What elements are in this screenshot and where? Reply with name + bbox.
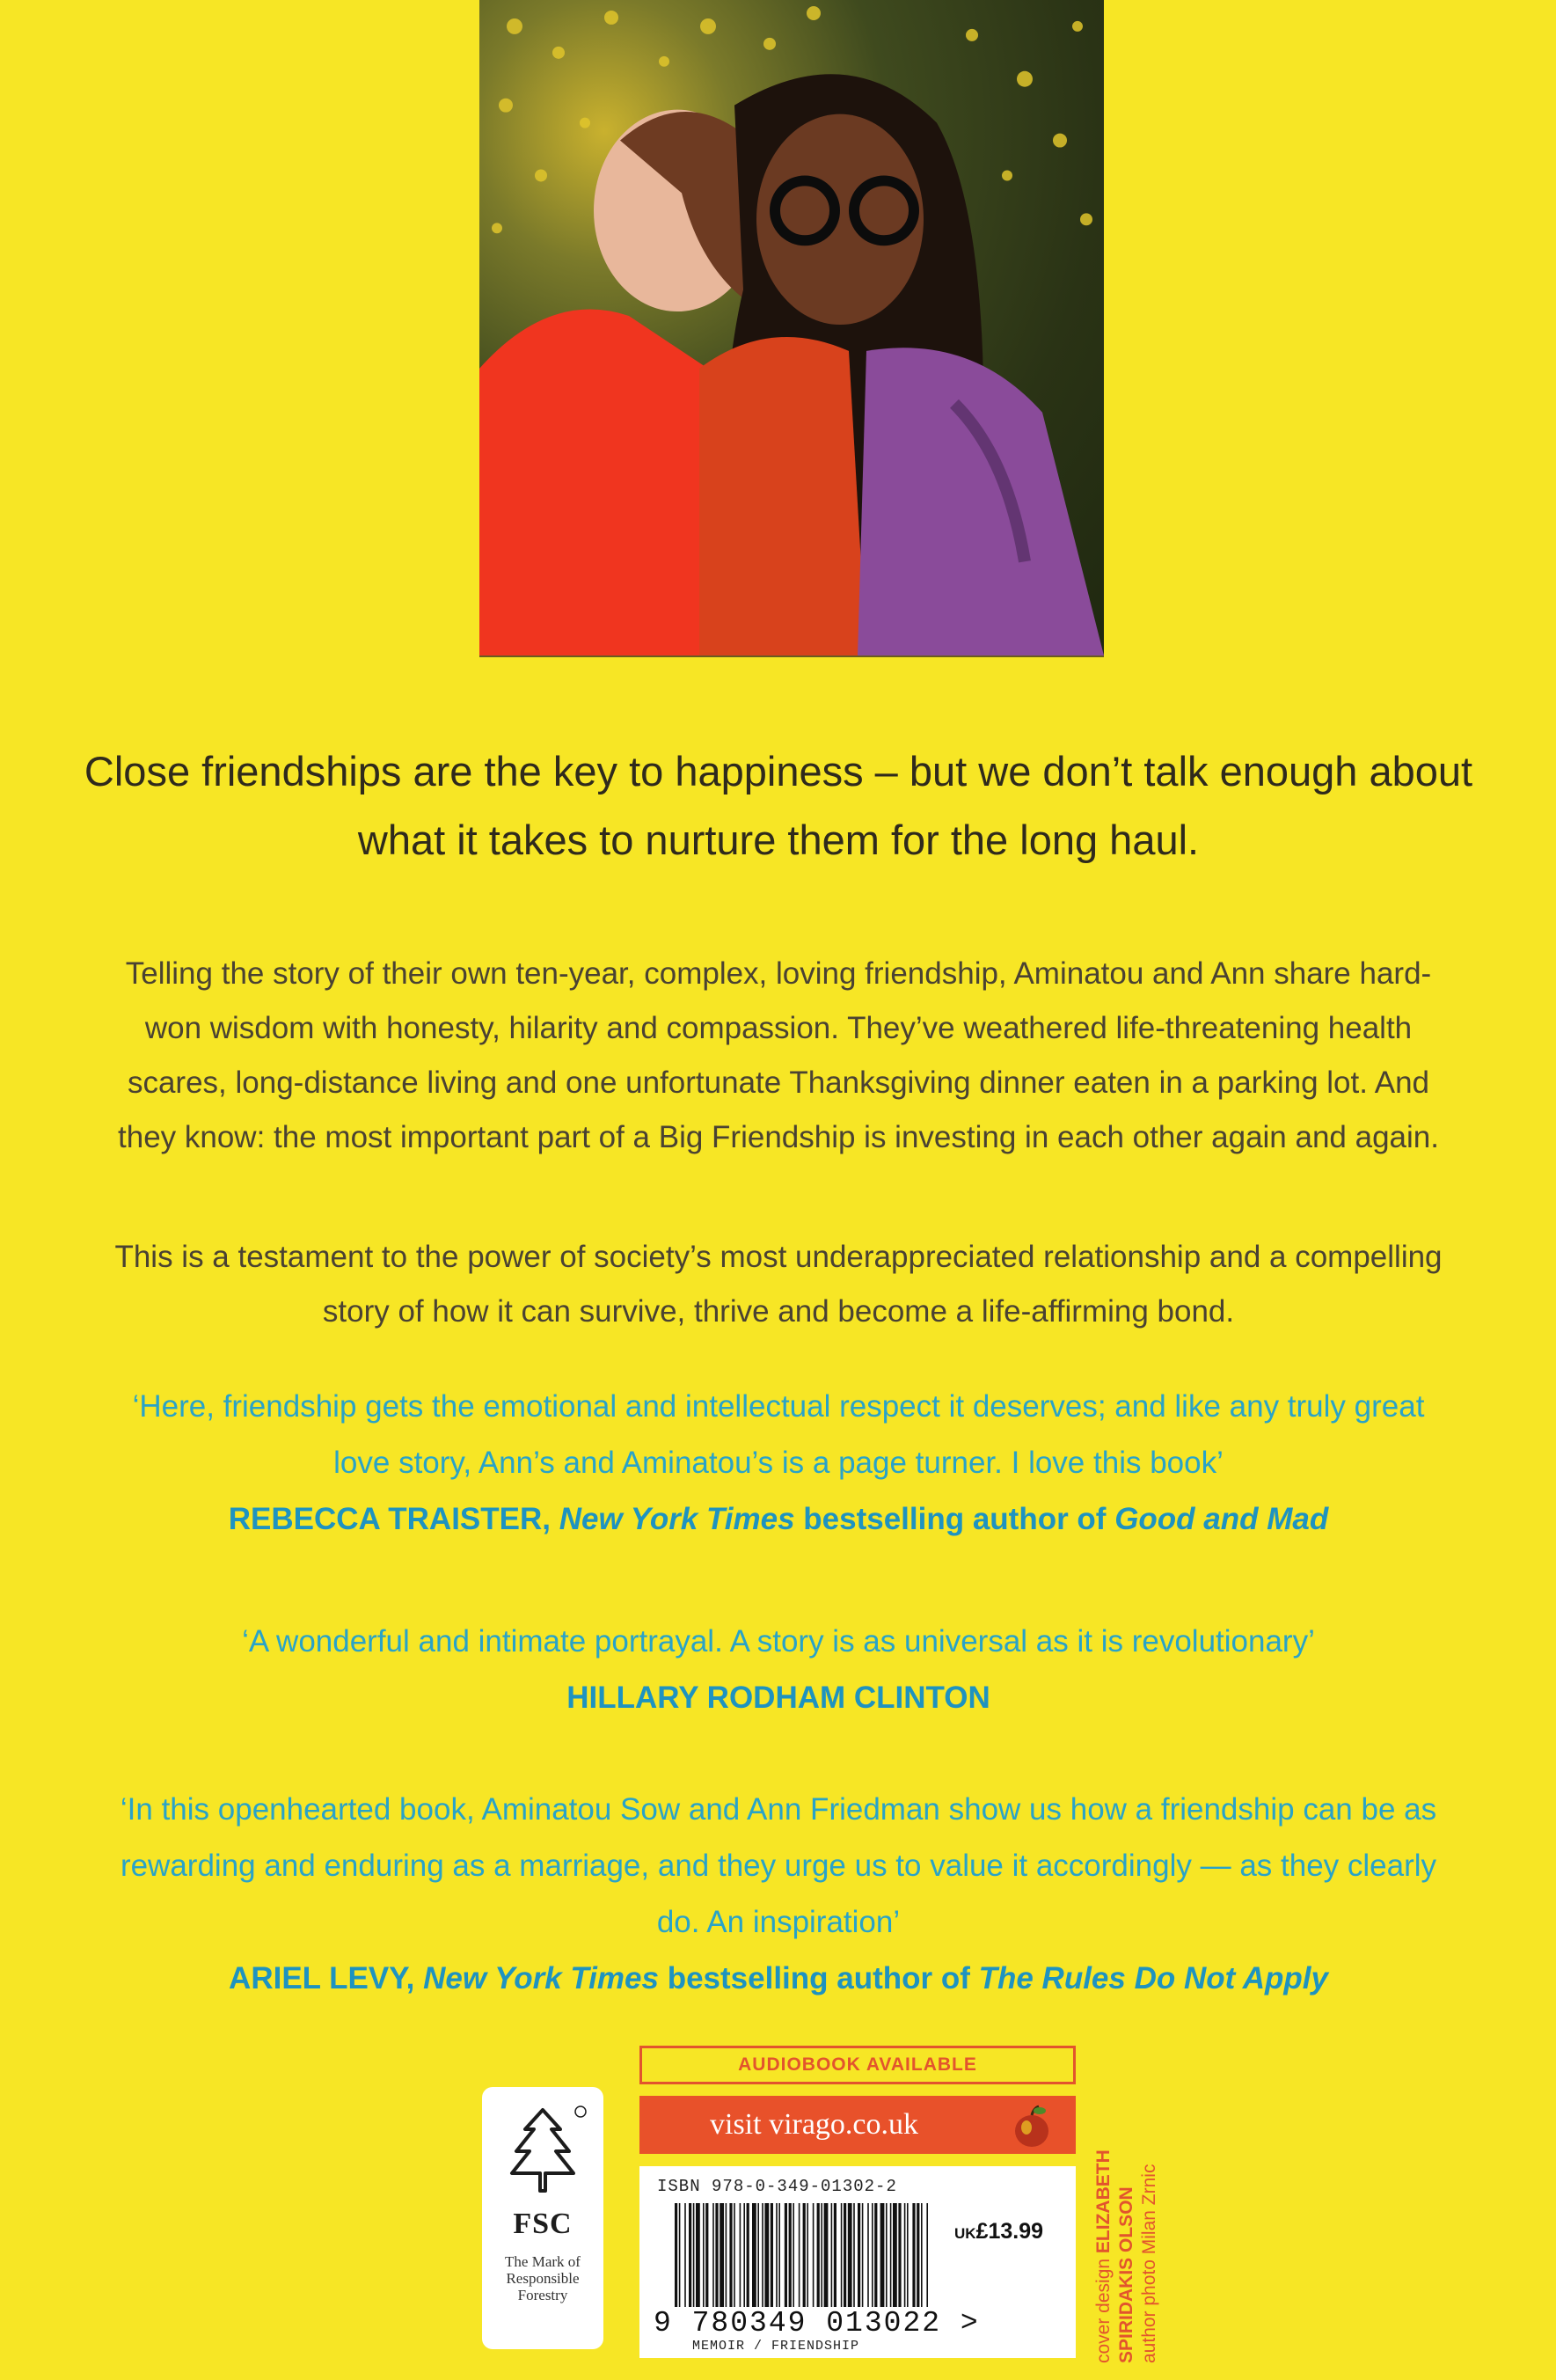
author-photo <box>479 0 1104 657</box>
quote-author: HILLARY RODHAM CLINTON <box>566 1681 990 1715</box>
barcode-bar <box>926 2203 928 2307</box>
barcode-bar <box>689 2203 691 2307</box>
barcode-bar <box>886 2203 888 2307</box>
barcode-bar <box>705 2203 708 2307</box>
quote-author: REBECCA TRAISTER, <box>228 1502 551 1536</box>
quote-book-title: The Rules Do Not Apply <box>978 1961 1328 1996</box>
quote-text: ‘A wonderful and intimate portrayal. A story is as universal as it is revolutionary’ <box>242 1624 1315 1659</box>
fsc-logo <box>482 2087 603 2349</box>
quote-rebecca-traister <box>106 1379 1451 1548</box>
barcode-bar <box>912 2203 915 2307</box>
barcode-bar <box>675 2203 677 2307</box>
barcode-bar <box>747 2203 749 2307</box>
quote-publication: New York Times <box>423 1961 659 1996</box>
description-paragraph-1: Telling the story of their own ten-year, complex, loving friendship, Aminatou and Ann share hard-won wisdom with honesty, hilarity and compassion. They’ve weathered life-threatening health scares, long-distance living and one unfortunate Thanksgiving dinner eaten in a parking lot. And they know: the most important part of a Big Friendship is investing in each other again and again. <box>118 956 1439 1154</box>
description-paragraph-2: This is a testament to the power of society’s most underappreciated relationship and a compelling story of how it can survive, thrive and become a life-affirming bond. <box>114 1240 1443 1329</box>
fsc-code: FSC <box>513 2208 573 2240</box>
barcode-bar <box>853 2203 855 2307</box>
barcode-bar <box>844 2203 846 2307</box>
barcode-bar <box>757 2203 759 2307</box>
barcode-bar <box>703 2203 705 2307</box>
apple-icon <box>1011 2103 1053 2149</box>
barcode-bar <box>890 2203 892 2307</box>
barcode-bar <box>917 2203 919 2307</box>
barcode-bar <box>693 2203 695 2307</box>
barcode-bar <box>729 2203 732 2307</box>
quote-attribution <box>106 1951 1451 2007</box>
barcode-bar <box>831 2203 833 2307</box>
cover-designer-name-1: ELIZABETH <box>1093 2149 1114 2254</box>
quote-text: ‘In this openhearted book, Aminatou Sow and Ann Friedman show us how a friendship can be as rewarding and enduring as a marriage, and they urge us to value it accordingly — as they clearly do. An inspiration’ <box>120 1792 1437 1939</box>
barcode-bar <box>679 2203 681 2307</box>
barcode-panel <box>639 2166 1076 2358</box>
quote-attribution-rest: bestselling author of <box>658 1961 979 1996</box>
cover-credits <box>1092 2149 1161 2363</box>
barcode-bar <box>921 2203 923 2307</box>
barcode-bar <box>813 2203 815 2307</box>
barcode-bar <box>696 2203 700 2307</box>
barcode-bar <box>776 2203 778 2307</box>
category-label: MEMOIR / FRIENDSHIP <box>692 2339 860 2354</box>
quote-author: ARIEL LEVY, <box>229 1961 415 1996</box>
barcode-bar <box>789 2203 792 2307</box>
barcode-bar <box>793 2203 794 2307</box>
barcode-bar <box>684 2203 686 2307</box>
barcode-bar <box>817 2203 820 2307</box>
barcode <box>675 2203 930 2307</box>
barcode-bar <box>778 2203 780 2307</box>
barcode-bar <box>821 2203 822 2307</box>
barcode-bar <box>726 2203 727 2307</box>
quote-attribution-rest: bestselling author of <box>794 1502 1115 1536</box>
cover-designer-name-2: SPIRIDAKIS OLSON <box>1116 2186 1136 2363</box>
barcode-bar <box>720 2203 724 2307</box>
barcode-bar <box>807 2203 808 2307</box>
isbn-label: ISBN 978-0-349-01302-2 <box>657 2177 897 2196</box>
barcode-bar <box>712 2203 714 2307</box>
barcode-bar <box>803 2203 806 2307</box>
barcode-bar <box>752 2203 756 2307</box>
quote-hillary-clinton <box>106 1614 1451 1726</box>
quote-text: ‘Here, friendship gets the emotional and intellectual respect it deserves; and like any truly great love story, Ann’s and Aminatou’s is a page turner. I love this book’ <box>132 1389 1425 1480</box>
price: UK£13.99 <box>954 2219 1044 2244</box>
headline: Close friendships are the key to happiness – but we don’t talk enough about what it takes to nurture them for the long haul. <box>84 748 1473 863</box>
author-photo-illustration <box>479 0 1104 655</box>
barcode-bar <box>872 2203 873 2307</box>
barcode-bar <box>893 2203 897 2307</box>
fsc-tree-icon <box>494 2103 591 2200</box>
barcode-bar <box>740 2203 741 2307</box>
barcode-bar <box>898 2203 901 2307</box>
barcode-bar <box>743 2203 745 2307</box>
author-photo-credit: author photo Milan Zrnic <box>1139 2164 1159 2363</box>
barcode-bar <box>841 2203 843 2307</box>
visit-url: visit virago.co.uk <box>710 2108 919 2141</box>
barcode-bar <box>904 2203 906 2307</box>
quote-ariel-levy <box>106 1782 1451 2007</box>
quote-book-title: Good and Mad <box>1114 1502 1329 1536</box>
barcode-bar <box>771 2203 773 2307</box>
barcode-bar <box>874 2203 877 2307</box>
isbn-digits: 9 780349 013022 > <box>654 2307 980 2340</box>
barcode-bar <box>762 2203 763 2307</box>
barcode-bar <box>715 2203 718 2307</box>
quote-attribution <box>106 1491 1451 1548</box>
barcode-bar <box>867 2203 869 2307</box>
audiobook-banner: AUDIOBOOK AVAILABLE <box>639 2046 1076 2084</box>
barcode-bar <box>848 2203 852 2307</box>
barcode-bar <box>862 2203 864 2307</box>
barcode-bar <box>880 2203 885 2307</box>
barcode-bar <box>764 2203 769 2307</box>
barcode-bar <box>785 2203 787 2307</box>
cover-design-label: cover design <box>1093 2253 1114 2363</box>
barcode-bar <box>834 2203 836 2307</box>
barcode-bar <box>734 2203 735 2307</box>
visit-website-banner <box>639 2096 1076 2154</box>
barcode-bar <box>799 2203 800 2307</box>
barcode-bar <box>858 2203 860 2307</box>
fsc-mark: The Mark of Responsible Forestry <box>505 2253 581 2303</box>
barcode-bar <box>824 2203 829 2307</box>
quote-publication: New York Times <box>559 1502 795 1536</box>
barcode-bar <box>907 2203 909 2307</box>
